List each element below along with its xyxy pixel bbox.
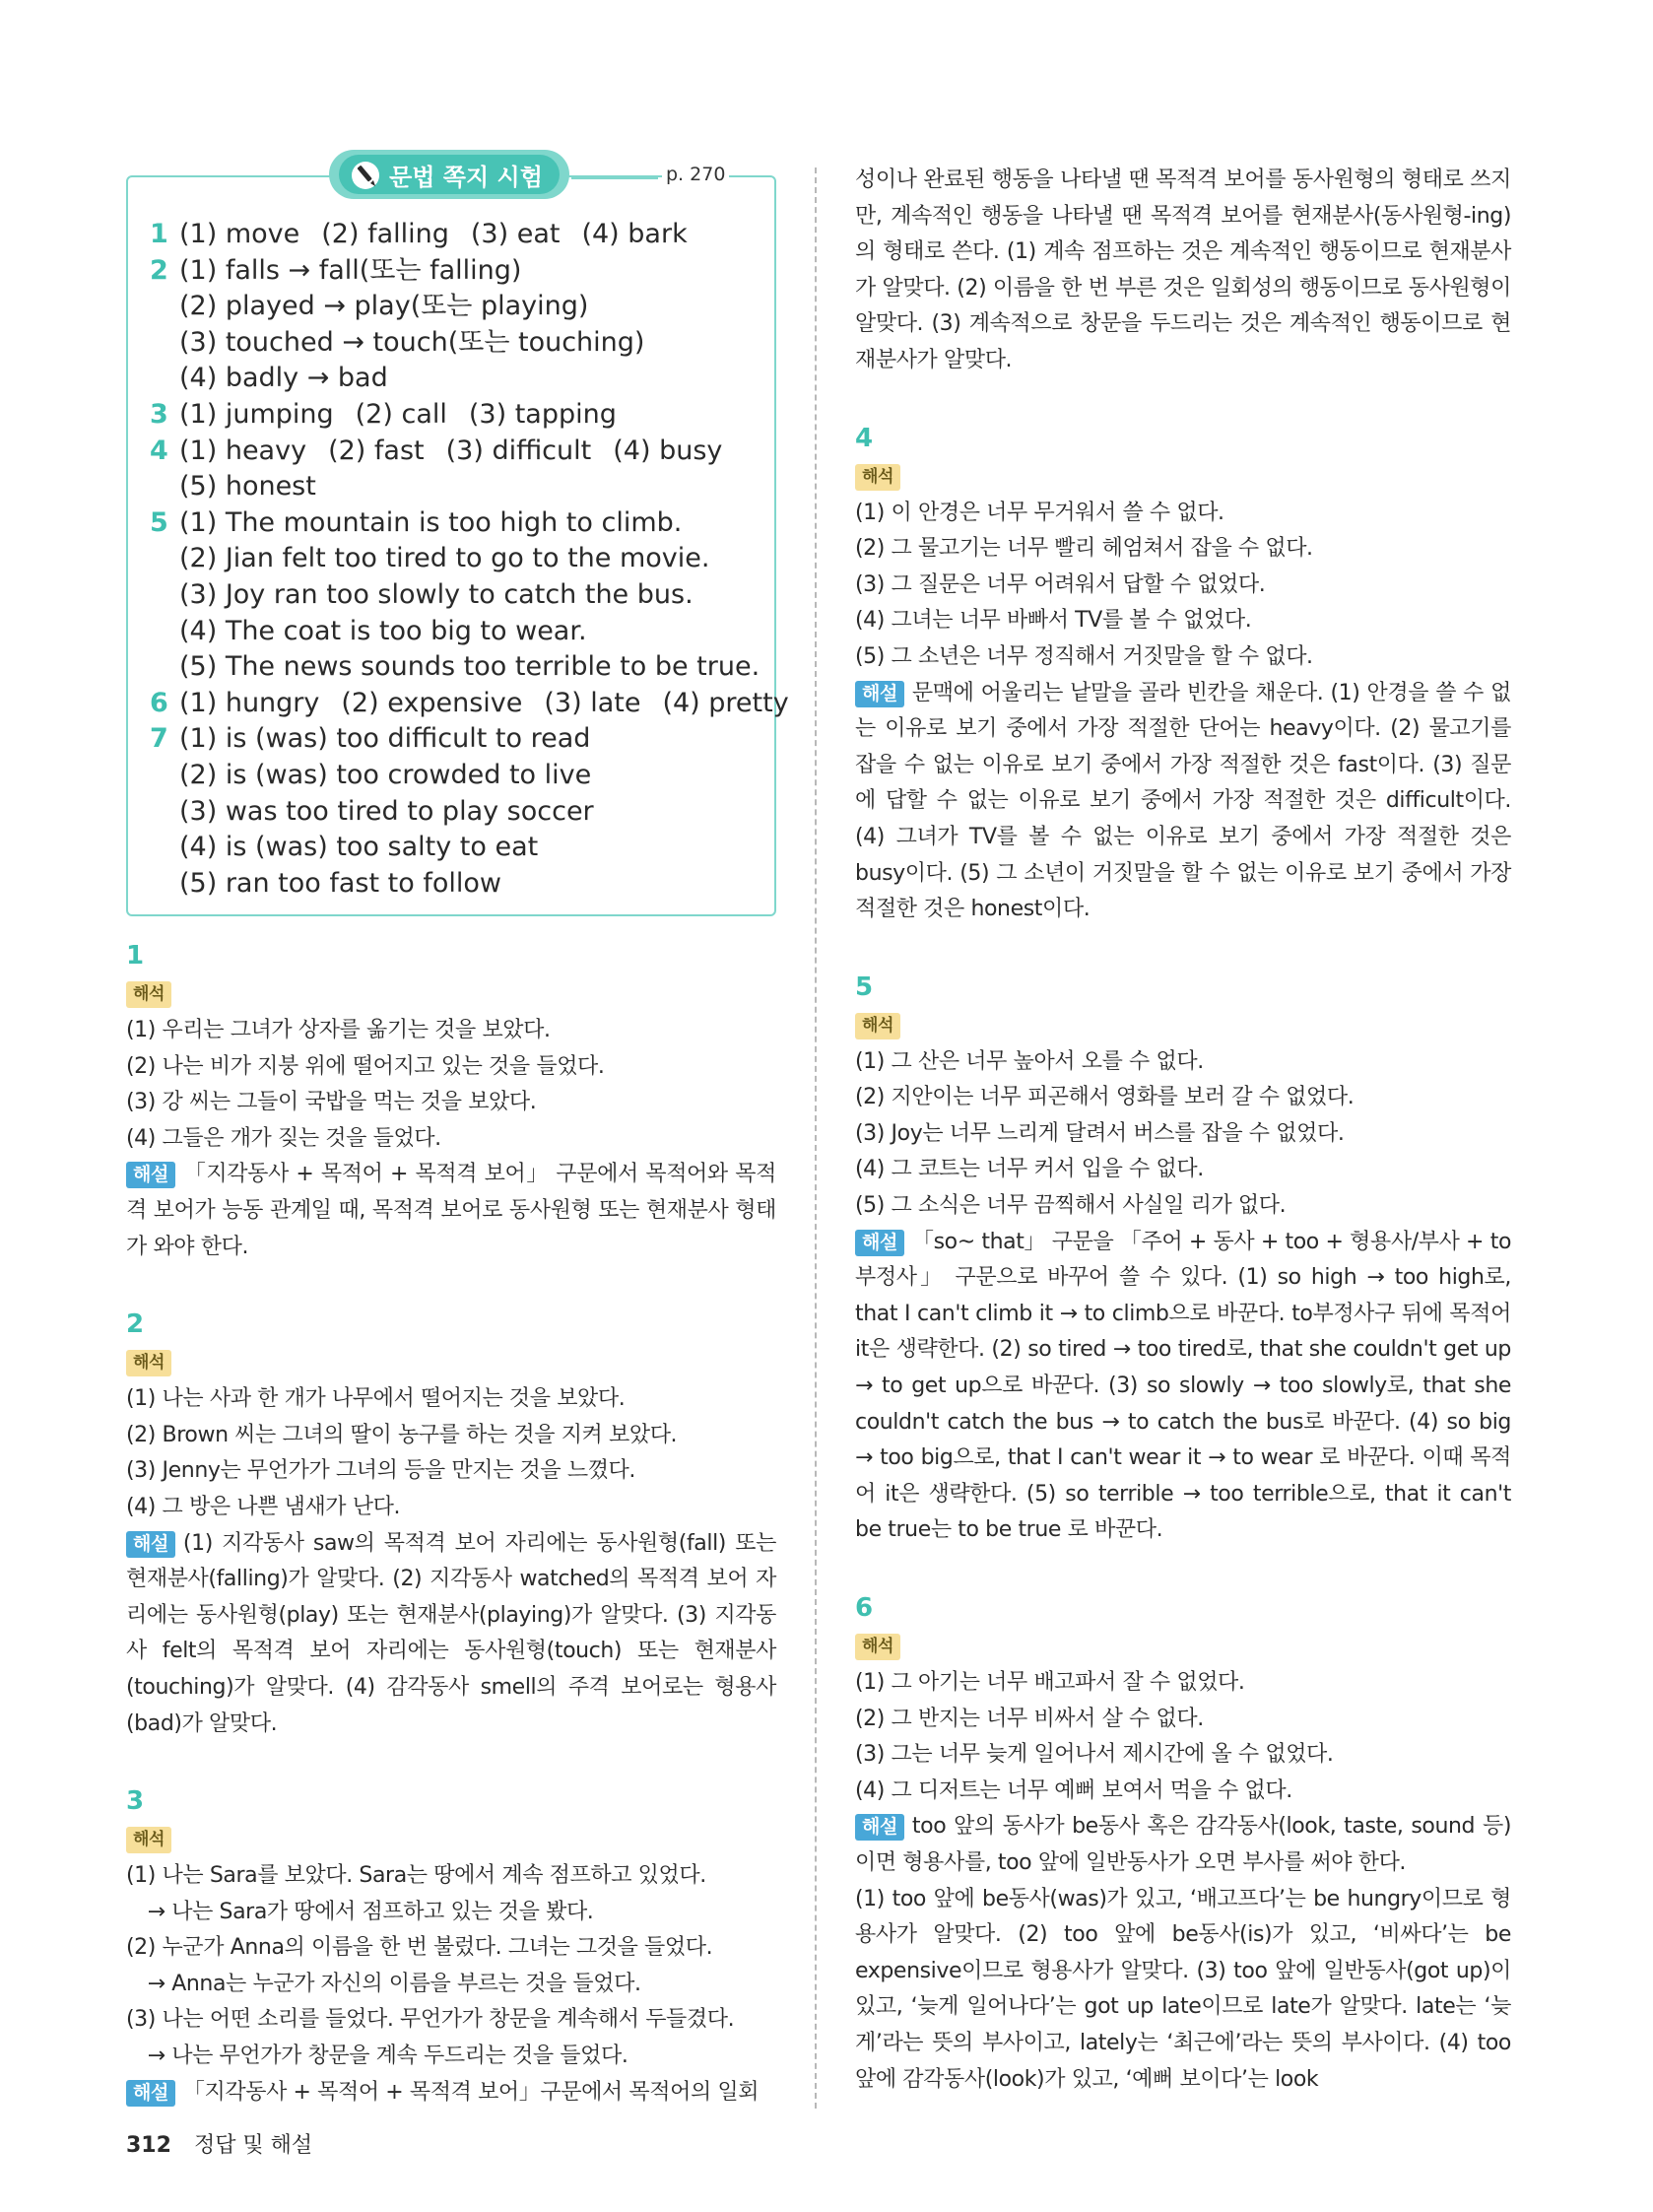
- translation-line: (3) 그는 너무 늦게 일어나서 제시간에 올 수 없었다.: [855, 1742, 1334, 1768]
- explanation-paragraph: [855, 676, 1511, 928]
- answer-number: 6: [150, 687, 168, 718]
- explanation-section: [855, 419, 1511, 928]
- answer-number: 3: [150, 398, 168, 430]
- answer-item: (1) is (was) too difficult to read: [179, 723, 591, 755]
- translation-line: (1) 나는 Sara를 보았다. Sara는 땅에서 계속 점프하고 있었다.: [126, 1863, 706, 1889]
- section-number: 6: [855, 1593, 873, 1623]
- translation-line: (5) 그 소식은 너무 끔찍해서 사실일 리가 없다.: [855, 1193, 1287, 1219]
- answer-item: (3) late: [544, 687, 641, 718]
- answer-row: [150, 577, 760, 614]
- translation-line: → 나는 무언가가 창문을 계속 두드리는 것을 들었다.: [126, 2044, 628, 2069]
- answer-row: [150, 830, 760, 866]
- quiz-header-pill: [339, 155, 560, 194]
- footer-label: 정답 및 해설: [193, 2133, 313, 2158]
- answer-item: (5) The news sounds too terrible to be true.: [179, 651, 760, 683]
- answer-item: (3) touched → touch(또는 touching): [179, 326, 645, 358]
- section-number: 5: [855, 972, 873, 1002]
- explanation-paragraph: [855, 1225, 1511, 1549]
- answer-item: (1) hungry: [179, 687, 320, 718]
- answer-row: [150, 397, 760, 434]
- right-explanations: [855, 419, 1511, 2099]
- quiz-header: [329, 150, 569, 199]
- translation-line: (4) 그녀는 너무 바빠서 TV를 볼 수 없었다.: [855, 608, 1252, 634]
- answer-number: 4: [150, 435, 168, 466]
- answer-item: (4) The coat is too big to wear.: [179, 615, 587, 646]
- answer-row: [150, 721, 760, 758]
- answer-row: [150, 217, 760, 253]
- explanation-text: 「지각동사 + 목적어 + 목적격 보어」구문에서 목적어의 일회: [182, 2079, 760, 2105]
- answer-item: (1) jumping: [179, 398, 334, 430]
- section-number: 2: [126, 1309, 144, 1340]
- section-number: 4: [855, 423, 873, 453]
- right-column: [855, 163, 1511, 2098]
- page-number: 312: [126, 2133, 171, 2158]
- translation-tag: 해석: [126, 1827, 171, 1853]
- explanation-text: (1) 지각동사 saw의 목적격 보어 자리에는 동사원형(fall) 또는 현재분사(falling)가 알맞다. (2) 지각동사 watched의 목적격 보어 자리에는 동사원형(play) 또는 현재분사(playing)가 알맞다. (3) 지각동사 felt의 목적격 보어 자리에는 동사원형(touch) 또는 현재분사(touching)가 알맞다. (4) 감각동사 smell의 주격 보어로는 형용사(bad)가 알맞다.: [126, 1530, 776, 1736]
- continued-explanation: 성이나 완료된 행동을 나타낼 땐 목적격 보어를 동사원형의 형태로 쓰지만, 계속적인 행동을 나타낼 땐 목적격 보어를 현재분사(동사원형-ing)의 형태로 쓴다. (1) 계속 점프하는 것은 계속적인 행동이므로 현재분사가 알맞다. (2) 이름을 한 번 부른 것은 일회성의 행동이므로 동사원형이 알맞다. (3) 계속적으로 창문을 두드리는 것은 계속적인 행동이므로 현재분사가 알맞다.: [855, 168, 1511, 372]
- answer-item: (4) badly → bad: [179, 363, 388, 394]
- explanation-section: [855, 1588, 1511, 2098]
- answer-item: (3) was too tired to play soccer: [179, 795, 594, 827]
- answer-row: [150, 866, 760, 903]
- translation-line: (2) 그 물고기는 너무 빨리 헤엄쳐서 잡을 수 없다.: [855, 536, 1313, 562]
- quiz-title: 문법 쪽지 시험: [389, 163, 543, 191]
- translation-tag: 해석: [126, 981, 171, 1008]
- answer-item: (4) is (was) too salty to eat: [179, 832, 539, 863]
- explanation-section: [126, 1305, 776, 1742]
- answer-row: [150, 758, 760, 794]
- translation-tag: 해석: [126, 1350, 171, 1376]
- page-reference: p. 270: [662, 164, 729, 185]
- section-number: 1: [126, 941, 144, 971]
- translation-line: (4) 그 방은 나쁜 냄새가 난다.: [126, 1494, 401, 1519]
- answer-row: [150, 361, 760, 397]
- answer-row: [150, 541, 760, 577]
- explanation-paragraph: [126, 2075, 776, 2111]
- answer-item: (1) The mountain is too high to climb.: [179, 506, 683, 538]
- pencil-icon: [351, 161, 380, 190]
- explanation-paragraph: [126, 1526, 776, 1743]
- answer-row: [150, 505, 760, 542]
- answer-row: [150, 614, 760, 650]
- answer-item: (3) Joy ran too slowly to catch the bus.: [179, 578, 694, 610]
- answer-row: [150, 469, 760, 505]
- page-footer: [126, 2128, 312, 2159]
- translation-line: (2) 나는 비가 지붕 위에 떨어지고 있는 것을 들었다.: [126, 1053, 605, 1079]
- translation-line: → 나는 Sara가 땅에서 점프하고 있는 것을 봤다.: [126, 1899, 594, 1924]
- answer-item: (4) bark: [581, 219, 688, 249]
- answer-item: (2) Jian felt too tired to go to the movie.: [179, 543, 710, 574]
- answer-number: 2: [150, 254, 168, 286]
- translation-tag: 해석: [855, 464, 900, 491]
- answer-item: (4) busy: [613, 435, 723, 466]
- answer-item: (5) honest: [179, 471, 316, 503]
- explanation-section: [855, 968, 1511, 1549]
- section-number: 3: [126, 1786, 144, 1817]
- explanation-paragraph: [855, 1809, 1511, 1881]
- translation-line: (1) 그 아기는 너무 배고파서 잘 수 없었다.: [855, 1670, 1245, 1695]
- answer-item: (1) move: [179, 219, 300, 249]
- answer-row: [150, 325, 760, 362]
- translation-line: (4) 그 코트는 너무 커서 입을 수 없다.: [855, 1157, 1204, 1182]
- translation-line: (3) 그 질문은 너무 어려워서 답할 수 없었다.: [855, 571, 1266, 597]
- translation-tag: 해석: [855, 1013, 900, 1039]
- translation-line: (2) Brown 씨는 그녀의 딸이 농구를 하는 것을 지켜 보았다.: [126, 1422, 678, 1447]
- answer-number: 5: [150, 506, 168, 538]
- translation-line: (3) Jenny는 무언가가 그녀의 등을 만지는 것을 느꼈다.: [126, 1458, 635, 1484]
- answer-item: (2) is (was) too crowded to live: [179, 759, 592, 790]
- answer-item: (3) eat: [470, 219, 561, 249]
- translation-line: (2) 그 반지는 너무 비싸서 살 수 없다.: [855, 1706, 1204, 1731]
- explanation-tag: 해설: [855, 1814, 904, 1841]
- answer-item: (2) expensive: [341, 687, 523, 718]
- answer-item: (3) tapping: [468, 398, 617, 430]
- explanation-text: too 앞의 동사가 be동사 혹은 감각동사(look, taste, sound 등)이면 형용사를, too 앞에 일반동사가 오면 부사를 써야 한다.: [855, 1814, 1511, 1875]
- answer-item: (4) pretty: [662, 687, 789, 718]
- translation-line: (2) 누군가 Anna의 이름을 한 번 불렀다. 그녀는 그것을 들었다.: [126, 1935, 713, 1961]
- column-divider: [815, 168, 817, 2109]
- translation-line: (3) 강 씨는 그들이 국밥을 먹는 것을 보았다.: [126, 1090, 537, 1115]
- answer-number: 7: [150, 723, 168, 755]
- answer-item: (1) heavy: [179, 435, 307, 466]
- translation-line: (3) Joy는 너무 느리게 달려서 버스를 잡을 수 없었다.: [855, 1120, 1345, 1146]
- explanation-text: 문맥에 어울리는 낱말을 골라 빈칸을 채운다. (1) 안경을 쓸 수 없는 이유로 보기 중에서 가장 적절한 단어는 heavy이다. (2) 물고기를 잡을 수 없는 이유로 보기 중에서 가장 적절한 것은 fast이다. (3) 질문에 답할 수 없는 이유로 보기 중에서 가장 적절한 것은 difficult이다. (4) 그녀가 TV를 볼 수 없는 이유로 보기 중에서 가장 적절한 것은 busy이다. (5) 그 소년이 거짓말을 할 수 없는 이유로 보기 중에서 가장 적절한 것은 honest이다.: [855, 680, 1511, 922]
- translation-line: (2) 지안이는 너무 피곤해서 영화를 보러 갈 수 없었다.: [855, 1085, 1355, 1110]
- left-explanations: [126, 936, 776, 2111]
- explanation-tag: 해설: [126, 1162, 175, 1188]
- translation-line: (5) 그 소년은 너무 정직해서 거짓말을 할 수 없다.: [855, 643, 1313, 669]
- explanation-tag: 해설: [126, 1531, 175, 1558]
- answer-item: (2) falling: [321, 219, 449, 249]
- quiz-box-top-line: [571, 177, 658, 179]
- answer-row: [150, 649, 760, 686]
- explanation-paragraph: [126, 1157, 776, 1265]
- explanation-text: 「지각동사 + 목적어 + 목적격 보어」 구문에서 목적어와 목적격 보어가 능동 관계일 때, 목적격 보어로 동사원형 또는 현재분사 형태가 와야 한다.: [126, 1162, 776, 1259]
- translation-line: (3) 나는 어떤 소리를 들었다. 무언가가 창문을 계속해서 두들겼다.: [126, 2007, 735, 2033]
- answer-item: (5) ran too fast to follow: [179, 867, 501, 899]
- answer-number: 1: [150, 219, 168, 249]
- answer-row: [150, 434, 760, 470]
- answer-item: (2) played → play(또는 playing): [179, 291, 589, 322]
- answer-row: [150, 686, 789, 722]
- answer-item: (2) call: [355, 398, 447, 430]
- translation-line: → Anna는 누군가 자신의 이름을 부르는 것을 들었다.: [126, 1971, 641, 1996]
- answer-row: [150, 253, 760, 290]
- explanation-text: 「so~ that」 구문을 「주어 + 동사 + too + 형용사/부사 + to부정사」 구문으로 바꾸어 쓸 수 있다. (1) so high → too high로, that I can't climb it → to climb으로 바꾼다. to부정사구 뒤에 목적어 it은 생략한다. (2) so tired → too tired로, that she couldn't get up → to get up으로 바꾼다. (3) so slowly → too slowly로, that she couldn't catch the bus → to catch the bus로 바꾼다. (4) so big → too big으로, that I can't wear it → to wear 로 바꾼다. 이때 목적어 it은 생략한다. (5) so terrible → too terrible으로, that it can't be true는 to be true 로 바꾼다.: [855, 1229, 1511, 1543]
- translation-line: (4) 그 디저트는 너무 예뻐 보여서 먹을 수 없다.: [855, 1777, 1292, 1803]
- explanation-tag: 해설: [126, 2080, 175, 2107]
- translation-line: (4) 그들은 개가 짖는 것을 들었다.: [126, 1125, 441, 1151]
- translation-line: (1) 우리는 그녀가 상자를 옮기는 것을 보았다.: [126, 1018, 551, 1042]
- answer-item: (1) falls → fall(또는 falling): [179, 254, 522, 286]
- explanation-tag: 해설: [855, 681, 904, 707]
- answer-item: (2) fast: [328, 435, 425, 466]
- explanation-section: [126, 936, 776, 1265]
- translation-line: (1) 이 안경은 너무 무거워서 쓸 수 없다.: [855, 500, 1224, 525]
- explanation-tag: 해설: [855, 1230, 904, 1256]
- explanation-extra: (1) too 앞에 be동사(was)가 있고, ‘배고프다’는 be hungry이므로 형용사가 알맞다. (2) too 앞에 be동사(is)가 있고, ‘비싸다’는 be expensive이므로 형용사가 알맞다. (3) too 앞에 일반동사(got up)이 있고, ‘늦게 일어나다’는 got up late이므로 late가 알맞다. late는 ‘늦게’라는 뜻의 부사이고, lately는 ‘최근에’라는 뜻의 부사이다. (4) too 앞에 감각동사(look)가 있고, ‘예뻐 보이다’는 look: [855, 1886, 1511, 2092]
- translation-line: (1) 그 산은 너무 높아서 오를 수 없다.: [855, 1048, 1204, 1074]
- answer-row: [150, 794, 760, 831]
- quiz-answers: [150, 217, 789, 902]
- answer-item: (3) difficult: [445, 435, 592, 466]
- explanation-section: [126, 1781, 776, 2111]
- translation-line: (1) 나는 사과 한 개가 나무에서 떨어지는 것을 보았다.: [126, 1386, 626, 1412]
- answer-row: [150, 289, 760, 325]
- translation-tag: 해석: [855, 1634, 900, 1660]
